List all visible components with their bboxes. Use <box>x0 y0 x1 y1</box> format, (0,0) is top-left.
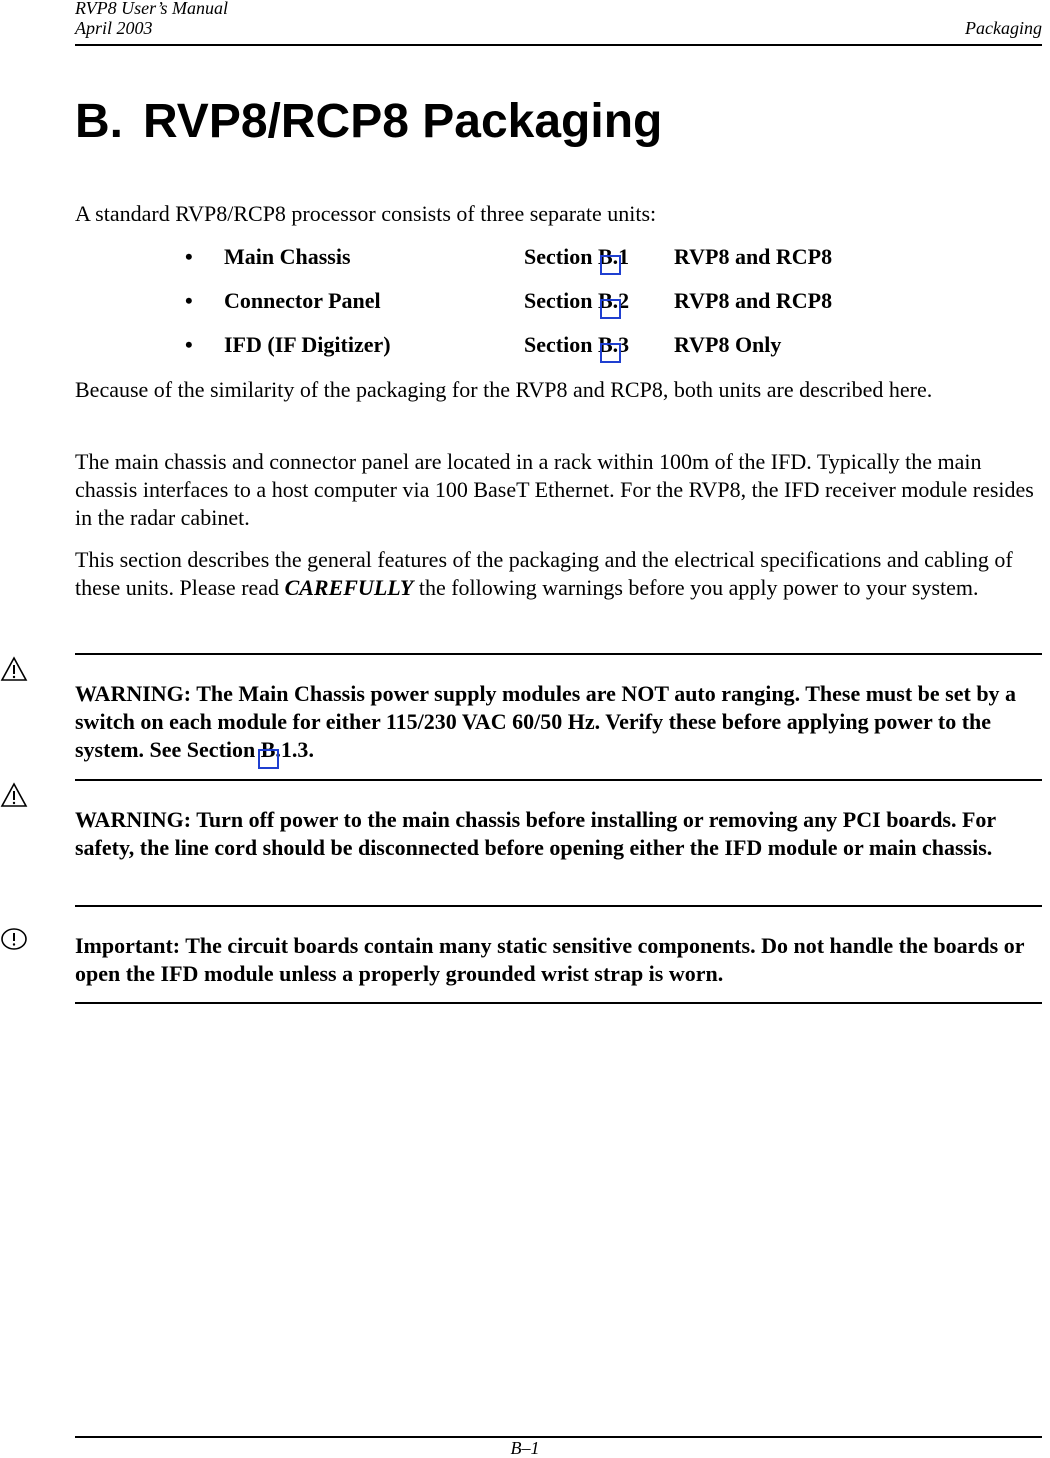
unit-name: Connector Panel <box>224 288 381 313</box>
warning-power-off: WARNING: Turn off power to the main chassis before installing or removing any PCI boards. For safety, the line cord should be disconnected before opening either the IFD module or main chassis. <box>75 807 996 860</box>
unit-name: IFD (IF Digitizer) <box>224 332 391 357</box>
bullet: • <box>185 332 193 357</box>
important-static: Important: The circuit boards contain many static sensitive components. Do not handle the boards or open the IFD module unless a properly grounded wrist strap is worn. <box>75 933 1025 986</box>
manual-date: April 2003 <box>75 18 153 38</box>
unit-applies: RVP8 and RCP8 <box>674 244 833 269</box>
divider <box>75 779 1042 781</box>
title-number: B. <box>75 95 123 148</box>
divider <box>75 653 1042 655</box>
page-header <box>75 0 1042 46</box>
intro-text: A standard RVP8/RCP8 processor consists of three separate units: <box>75 201 657 226</box>
p3-text-end: the following warnings before you apply power to your system. <box>413 575 979 600</box>
page-number: B–1 <box>510 1438 540 1458</box>
unit-list <box>185 241 1005 373</box>
unit-applies: RVP8 Only <box>674 332 782 357</box>
page-title <box>75 92 662 152</box>
warning-power-supply <box>75 680 1040 764</box>
header-left <box>75 0 228 38</box>
warning-text-end: . <box>308 737 314 762</box>
warning-triangle-icon <box>0 656 28 682</box>
carefully-emphasis: CAREFULLY <box>284 575 414 600</box>
warning-text: WARNING: The Main Chassis power supply modules are NOT auto ranging. These must be set by a switch on each module for either 115/230 VAC 60/50 Hz. Verify these before applying power to the system. See Section <box>75 681 1017 762</box>
manual-title: RVP8 User’s Manual <box>75 0 228 18</box>
section-link[interactable]: B.1.3 <box>260 737 309 762</box>
paragraph-description <box>75 546 1040 602</box>
p3-text: This section describes the general features of the packaging and the electrical specifications and cabling of these units. Please read <box>75 547 1013 600</box>
bullet: • <box>185 288 193 313</box>
section-link[interactable]: Section B.2 <box>524 285 629 317</box>
section-link[interactable]: Section B.3 <box>524 329 629 361</box>
unit-item <box>185 241 1005 285</box>
warning-triangle-icon <box>0 782 28 808</box>
unit-name: Main Chassis <box>224 244 351 269</box>
important-exclamation-icon <box>0 926 28 952</box>
header-section: Packaging <box>965 18 1042 38</box>
unit-item <box>185 329 1005 373</box>
divider <box>75 1002 1042 1004</box>
paragraph-location: The main chassis and connector panel are located in a rack within 100m of the IFD. Typically the main chassis interfaces to a host computer via 100 BaseT Ethernet. For the RVP8, the IFD receiver module resides in the radar cabinet. <box>75 449 1034 530</box>
section-link[interactable]: Section B.1 <box>524 241 629 273</box>
divider <box>75 905 1042 907</box>
bullet: • <box>185 244 193 269</box>
unit-applies: RVP8 and RCP8 <box>674 288 833 313</box>
unit-item <box>185 285 1005 329</box>
paragraph-similarity: Because of the similarity of the packaging for the RVP8 and RCP8, both units are described here. <box>75 377 933 402</box>
title-text: RVP8/RCP8 Packaging <box>143 95 663 148</box>
